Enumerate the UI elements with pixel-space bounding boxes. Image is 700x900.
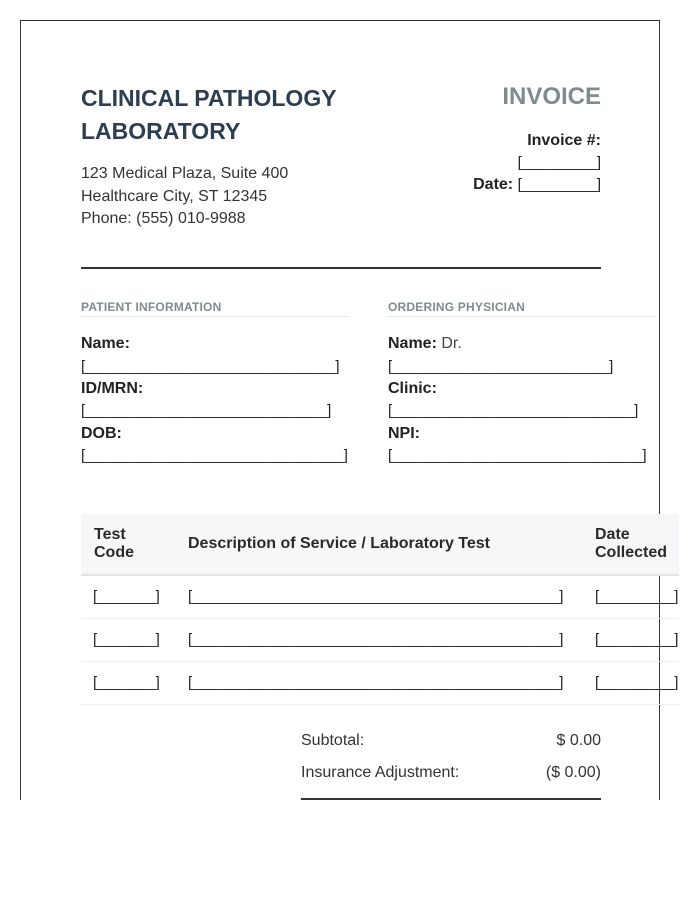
patient-section-title: PATIENT INFORMATION (81, 300, 222, 314)
invoice-number-label: Invoice #: (527, 132, 601, 149)
invoice-number-field[interactable]: [_________] (517, 154, 601, 171)
patient-name-label: Name: (81, 335, 130, 352)
header-description: Description of Service / Laboratory Test (188, 535, 491, 552)
lab-address-line2: Healthcare City, ST 12345 (81, 188, 268, 205)
lab-address-line1: 123 Medical Plaza, Suite 400 (81, 165, 289, 182)
insurance-adjustment-label: Insurance Adjustment: (301, 764, 460, 781)
totals-divider (301, 798, 601, 800)
physician-name-field[interactable]: [__________________________] (388, 358, 614, 375)
row-divider (81, 661, 679, 662)
physician-name-prefix: Dr. (441, 335, 462, 352)
physician-section-title: ORDERING PHYSICIAN (388, 300, 525, 314)
insurance-adjustment-value: ($ 0.00) (545, 764, 601, 781)
row-1-code-field[interactable]: [_______] (93, 588, 160, 605)
row-3-description-field[interactable]: [____________________________________________] (188, 674, 564, 691)
row-2-date-field[interactable]: [_________] (595, 631, 679, 648)
header-test-code: Test Code (94, 526, 134, 561)
row-1-date-field[interactable]: [_________] (595, 588, 679, 605)
patient-dob-label: DOB: (81, 425, 122, 442)
row-1-description-field[interactable]: [____________________________________________] (188, 588, 564, 605)
lab-name: CLINICAL PATHOLOGY LABORATORY (81, 85, 337, 144)
row-2-code-field[interactable]: [_______] (93, 631, 160, 648)
row-divider (81, 618, 679, 619)
invoice-title: INVOICE (502, 83, 601, 110)
physician-section-rule (388, 316, 656, 317)
physician-clinic-field[interactable]: [_____________________________] (388, 402, 639, 419)
physician-clinic-label: Clinic: (388, 380, 437, 397)
patient-dob-field[interactable]: [_______________________________] (81, 447, 348, 464)
lab-phone: Phone: (555) 010-9988 (81, 210, 246, 227)
physician-name-label: Name: Dr. (388, 335, 462, 352)
subtotal-label: Subtotal: (301, 732, 365, 749)
patient-id-label: ID/MRN: (81, 380, 144, 397)
patient-section-rule (81, 316, 348, 317)
physician-npi-field[interactable]: [______________________________] (388, 447, 647, 464)
patient-name-field[interactable]: [______________________________] (81, 358, 340, 375)
invoice-date-label: Date: (473, 176, 514, 193)
row-3-code-field[interactable]: [_______] (93, 674, 160, 691)
header-date-collected: Date Collected (595, 526, 668, 561)
row-2-description-field[interactable]: [____________________________________________] (188, 631, 564, 648)
patient-id-field[interactable]: [_____________________________] (81, 402, 332, 419)
row-3-date-field[interactable]: [_________] (595, 674, 679, 691)
invoice-date-field[interactable]: [_________] (517, 176, 601, 193)
row-divider (81, 704, 679, 705)
header-divider (81, 267, 601, 269)
physician-npi-label: NPI: (388, 425, 420, 442)
subtotal-value: $ 0.00 (556, 732, 601, 749)
